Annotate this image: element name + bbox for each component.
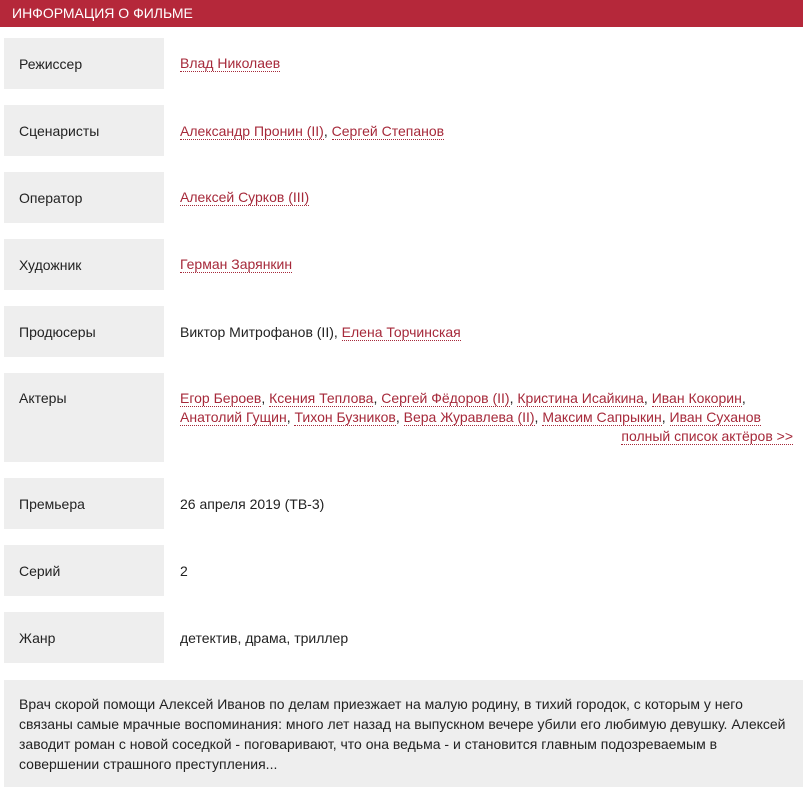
producers-label: Продюсеры <box>4 306 164 357</box>
plot-description: Врач скорой помощи Алексей Иванов по делам приезжает на малую родину, в тихий городок, с которым у него связаны самые мрачные воспоминания: много лет назад на выпускном вечере убили его любимую девушку. Алексей заводит роман с новой соседкой - поговаривают, что она ведьма - и становится главным подозреваемым в совершении страшного преступления... <box>4 680 803 787</box>
genre-label: Жанр <box>4 612 164 663</box>
actor-link[interactable]: Тихон Бузников <box>294 409 396 425</box>
actors-value: Егор Бероев, Ксения Теплова, Сергей Фёдоров (II), Кристина Исайкина, Иван Кокорин, Анатолий Гущин, Тихон Бузников, Вера Журавлева (II), Максим Сапрыкин, Иван Суханов полный список актёров >> <box>164 373 803 462</box>
actor-link[interactable]: Анатолий Гущин <box>180 409 287 425</box>
director-link[interactable]: Влад Николаев <box>180 55 281 71</box>
writer-link[interactable]: Александр Пронин (II) <box>180 122 324 139</box>
premiere-label: Премьера <box>4 478 164 529</box>
director-value <box>164 38 803 89</box>
row-actors <box>4 373 803 462</box>
genre-value: детектив, драма, триллер <box>164 612 803 663</box>
actor-link[interactable]: Сергей Фёдоров (II) <box>381 390 510 406</box>
row-artist <box>4 239 803 290</box>
operator-link[interactable]: Алексей Сурков (III) <box>180 189 310 205</box>
row-writers <box>4 105 803 156</box>
artist-label: Художник <box>4 239 164 290</box>
writer-link[interactable]: Сергей Степанов <box>331 122 445 139</box>
producer-name: Виктор Митрофанов (II) <box>180 323 334 340</box>
section-title: ИНФОРМАЦИЯ О ФИЛЬМЕ <box>0 0 803 27</box>
writers-label: Сценаристы <box>4 105 164 156</box>
artist-link[interactable]: Герман Зарянкин <box>180 256 293 272</box>
actors-label: Актеры <box>4 373 164 462</box>
operator-value <box>164 172 803 223</box>
operator-label: Оператор <box>4 172 164 223</box>
premiere-value: 26 апреля 2019 (ТВ-3) <box>164 478 803 529</box>
actor-link[interactable]: Ксения Теплова <box>269 390 374 406</box>
actor-link[interactable]: Вера Журавлева (II) <box>403 409 535 425</box>
row-genre <box>4 612 803 663</box>
row-premiere <box>4 478 803 529</box>
full-cast-link[interactable]: полный список актёров >> <box>621 428 793 444</box>
row-producers <box>4 306 803 357</box>
director-label: Режиссер <box>4 38 164 89</box>
actor-link[interactable]: Иван Кокорин <box>651 390 742 406</box>
artist-value <box>164 239 803 290</box>
actor-link[interactable]: Максим Сапрыкин <box>542 409 662 425</box>
row-episodes <box>4 545 803 596</box>
actor-link[interactable]: Егор Бероев <box>180 390 262 406</box>
row-director <box>4 38 803 89</box>
producer-link[interactable]: Елена Торчинская <box>341 323 461 340</box>
episodes-value: 2 <box>164 545 803 596</box>
producers-value: Виктор Митрофанов (II), Елена Торчинская <box>164 306 803 357</box>
actor-link[interactable]: Иван Суханов <box>669 409 761 425</box>
writers-value: Александр Пронин (II), Сергей Степанов <box>164 105 803 156</box>
episodes-label: Серий <box>4 545 164 596</box>
actor-link[interactable]: Кристина Исайкина <box>517 390 644 406</box>
row-operator <box>4 172 803 223</box>
